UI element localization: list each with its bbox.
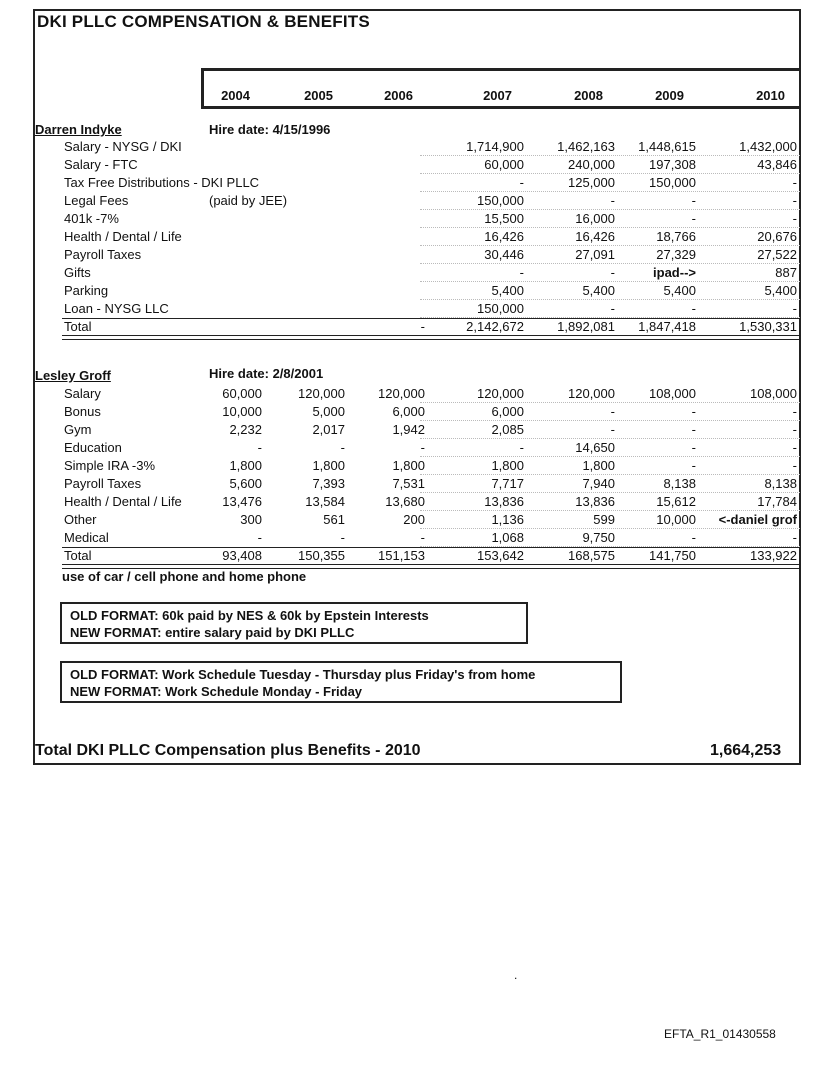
value-cell: 1,800 — [582, 458, 615, 473]
row-label: Education — [64, 440, 122, 455]
row-note: (paid by JEE) — [209, 193, 288, 208]
value-cell: 141,750 — [649, 548, 696, 563]
format-box-salary — [60, 602, 528, 644]
year-column-header: 2010 — [756, 88, 785, 103]
value-cell: 5,600 — [229, 476, 262, 491]
value-cell: 887 — [775, 265, 797, 280]
value-cell: - — [792, 175, 797, 190]
value-cell: 9,750 — [582, 530, 615, 545]
value-cell: 240,000 — [568, 157, 615, 172]
value-cell: - — [257, 530, 262, 545]
value-cell: - — [610, 301, 615, 316]
value-cell: 5,000 — [312, 404, 345, 419]
value-cell: 16,000 — [575, 211, 615, 226]
value-cell: - — [691, 422, 696, 437]
value-cell: 18,766 — [656, 229, 696, 244]
value-cell: 16,426 — [575, 229, 615, 244]
value-cell: 1,136 — [491, 512, 524, 527]
row-label: Legal Fees — [64, 193, 129, 208]
year-column-header: 2006 — [384, 88, 413, 103]
year-column-header: 2007 — [483, 88, 512, 103]
value-cell: 1,800 — [392, 458, 425, 473]
value-cell: - — [792, 422, 797, 437]
value-cell: - — [691, 440, 696, 455]
value-cell: - — [691, 530, 696, 545]
value-cell: 197,308 — [649, 157, 696, 172]
value-cell: 10,000 — [656, 512, 696, 527]
year-column-header: 2009 — [655, 88, 684, 103]
value-cell: 2,017 — [312, 422, 345, 437]
value-cell: 1,448,615 — [638, 139, 696, 154]
value-cell: - — [792, 211, 797, 226]
value-cell: 7,393 — [312, 476, 345, 491]
value-cell: 16,426 — [484, 229, 524, 244]
value-cell: - — [792, 404, 797, 419]
value-cell: 27,091 — [575, 247, 615, 262]
value-cell: 17,784 — [757, 494, 797, 509]
value-cell: 14,650 — [575, 440, 615, 455]
value-cell: - — [792, 193, 797, 208]
value-cell: 125,000 — [568, 175, 615, 190]
value-cell: - — [420, 440, 425, 455]
format-box-salary-line2: NEW FORMAT: entire salary paid by DKI PLLC — [70, 625, 355, 640]
value-cell: - — [792, 458, 797, 473]
value-cell: 15,612 — [656, 494, 696, 509]
row-label: Parking — [64, 283, 109, 298]
value-cell: 1,530,331 — [739, 319, 797, 334]
value-cell: 13,836 — [484, 494, 524, 509]
row-label: 401k -7% — [64, 211, 119, 226]
total-double-rule — [62, 335, 800, 340]
value-cell: 8,138 — [663, 476, 696, 491]
value-cell: - — [420, 530, 425, 545]
employee-name-darren: Darren Indyke — [35, 122, 122, 137]
value-cell: 168,575 — [568, 548, 615, 563]
row-label: Salary - FTC — [64, 157, 138, 172]
row-rule — [420, 281, 800, 282]
row-label: Salary - NYSG / DKI — [64, 139, 182, 154]
format-box-schedule-line2: NEW FORMAT: Work Schedule Monday - Friday — [70, 684, 363, 699]
row-rule — [420, 456, 800, 457]
value-cell: ipad--> — [653, 265, 696, 280]
value-cell: - — [691, 458, 696, 473]
format-box-schedule — [60, 661, 622, 703]
value-cell: - — [691, 301, 696, 316]
row-label: Bonus — [64, 404, 101, 419]
value-cell: - — [610, 404, 615, 419]
row-rule — [420, 528, 800, 529]
value-cell: 1,800 — [229, 458, 262, 473]
value-cell: - — [610, 265, 615, 280]
value-cell: 5,400 — [764, 283, 797, 298]
value-cell: - — [792, 301, 797, 316]
value-cell: 151,153 — [378, 548, 425, 563]
value-cell: - — [519, 265, 524, 280]
document-id: EFTA_R1_01430558 — [664, 1027, 776, 1041]
value-cell: 1,800 — [312, 458, 345, 473]
row-label: Tax Free Distributions - DKI PLLC — [64, 175, 260, 190]
value-cell: 60,000 — [222, 386, 262, 401]
value-cell: 133,922 — [750, 548, 797, 563]
value-cell: 43,846 — [757, 157, 797, 172]
value-cell: 1,942 — [392, 422, 425, 437]
row-rule — [420, 299, 800, 300]
value-cell: - — [519, 175, 524, 190]
value-cell: 13,680 — [385, 494, 425, 509]
value-cell: 120,000 — [298, 386, 345, 401]
row-rule — [420, 209, 800, 210]
value-cell: 5,400 — [491, 283, 524, 298]
hire-date-darren: Hire date: 4/15/1996 — [209, 122, 331, 137]
year-column-header: 2005 — [304, 88, 333, 103]
value-cell: - — [792, 440, 797, 455]
row-label: Health / Dental / Life — [64, 229, 182, 244]
value-cell: 153,642 — [477, 548, 524, 563]
row-label: Medical — [64, 530, 109, 545]
value-cell: 108,000 — [649, 386, 696, 401]
row-rule — [420, 438, 800, 439]
hire-date-lesley: Hire date: 2/8/2001 — [209, 366, 324, 381]
row-rule — [420, 474, 800, 475]
format-box-schedule-line1: OLD FORMAT: Work Schedule Tuesday - Thursday plus Friday's from home — [70, 667, 536, 682]
value-cell: 20,676 — [757, 229, 797, 244]
value-cell: 13,476 — [222, 494, 262, 509]
value-cell: 1,714,900 — [466, 139, 524, 154]
row-rule — [420, 263, 800, 264]
value-cell: 6,000 — [392, 404, 425, 419]
row-rule — [420, 510, 800, 511]
value-cell: 93,408 — [222, 548, 262, 563]
value-cell: - — [691, 211, 696, 226]
row-label: Salary — [64, 386, 101, 401]
value-cell: - — [420, 319, 425, 334]
value-cell: - — [340, 440, 345, 455]
row-label: Other — [64, 512, 97, 527]
value-cell: 120,000 — [477, 386, 524, 401]
value-cell: 1,800 — [491, 458, 524, 473]
row-rule — [420, 191, 800, 192]
employee-name-lesley: Lesley Groff — [35, 368, 111, 383]
value-cell: 8,138 — [764, 476, 797, 491]
row-rule — [420, 227, 800, 228]
value-cell: - — [792, 530, 797, 545]
value-cell: - — [610, 193, 615, 208]
value-cell: 1,432,000 — [739, 139, 797, 154]
value-cell: - — [691, 404, 696, 419]
value-cell: - — [610, 422, 615, 437]
row-label: Loan - NYSG LLC — [64, 301, 169, 316]
value-cell: 13,584 — [305, 494, 345, 509]
value-cell: 561 — [323, 512, 345, 527]
total-label: Total — [64, 548, 92, 563]
stray-mark: . — [514, 968, 518, 982]
grand-total-label: Total DKI PLLC Compensation plus Benefits - 2010 — [35, 742, 421, 759]
value-cell: 6,000 — [491, 404, 524, 419]
row-label: Gifts — [64, 265, 91, 280]
value-cell: 300 — [240, 512, 262, 527]
page-title: DKI PLLC COMPENSATION & BENEFITS — [37, 12, 370, 31]
value-cell: 1,847,418 — [638, 319, 696, 334]
value-cell: 7,717 — [491, 476, 524, 491]
row-label: Simple IRA -3% — [64, 458, 156, 473]
value-cell: 2,142,672 — [466, 319, 524, 334]
value-cell: 2,232 — [229, 422, 262, 437]
value-cell: 1,068 — [491, 530, 524, 545]
value-cell: 150,000 — [649, 175, 696, 190]
value-cell: 60,000 — [484, 157, 524, 172]
row-rule — [420, 420, 800, 421]
total-label: Total — [64, 319, 92, 334]
value-cell: 150,355 — [298, 548, 345, 563]
row-rule — [420, 492, 800, 493]
value-cell: - — [519, 440, 524, 455]
value-cell: - — [257, 440, 262, 455]
value-cell: 5,400 — [582, 283, 615, 298]
value-cell: 599 — [593, 512, 615, 527]
row-label: Gym — [64, 422, 92, 437]
value-cell: 150,000 — [477, 301, 524, 316]
row-rule — [420, 402, 800, 403]
value-cell: 120,000 — [378, 386, 425, 401]
value-cell: 1,462,163 — [557, 139, 615, 154]
format-box-salary-line1: OLD FORMAT: 60k paid by NES & 60k by Epstein Interests — [70, 608, 429, 623]
value-cell: 13,836 — [575, 494, 615, 509]
value-cell: <-daniel grof — [718, 512, 797, 527]
row-rule — [420, 155, 800, 156]
year-column-header: 2004 — [221, 88, 250, 103]
value-cell: 7,531 — [392, 476, 425, 491]
value-cell: 15,500 — [484, 211, 524, 226]
row-label: Payroll Taxes — [64, 476, 142, 491]
row-label: Payroll Taxes — [64, 247, 142, 262]
value-cell: 5,400 — [663, 283, 696, 298]
row-rule — [420, 173, 800, 174]
row-label: Health / Dental / Life — [64, 494, 182, 509]
year-column-header: 2008 — [574, 88, 603, 103]
lesley-note: use of car / cell phone and home phone — [62, 569, 307, 584]
value-cell: 30,446 — [484, 247, 524, 262]
value-cell: 200 — [403, 512, 425, 527]
value-cell: 10,000 — [222, 404, 262, 419]
row-rule — [420, 245, 800, 246]
value-cell: 2,085 — [491, 422, 524, 437]
value-cell: 1,892,081 — [557, 319, 615, 334]
value-cell: 7,940 — [582, 476, 615, 491]
value-cell: 27,329 — [656, 247, 696, 262]
value-cell: 108,000 — [750, 386, 797, 401]
value-cell: - — [340, 530, 345, 545]
value-cell: 27,522 — [757, 247, 797, 262]
value-cell: 150,000 — [477, 193, 524, 208]
grand-total-value: 1,664,253 — [710, 742, 782, 759]
value-cell: - — [691, 193, 696, 208]
value-cell: 120,000 — [568, 386, 615, 401]
